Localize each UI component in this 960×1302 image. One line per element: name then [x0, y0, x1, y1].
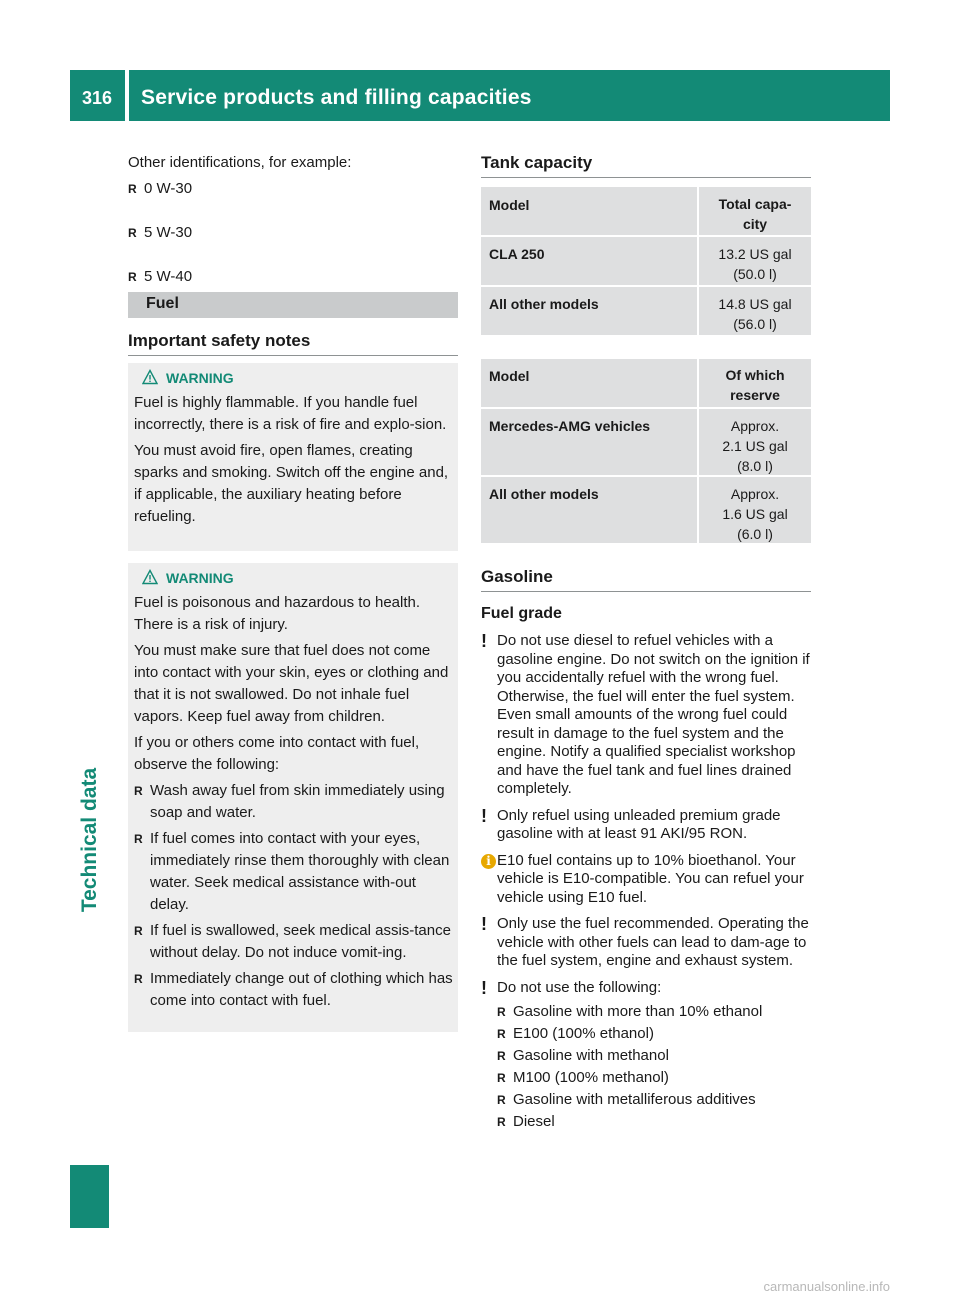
note-text: Only refuel using unleaded premium grade gasoline with at least 91 AKI/95 RON. [497, 806, 781, 842]
grade-item: R 5 W-30 [128, 222, 960, 244]
header-bar [129, 70, 890, 121]
page-number: 316 [82, 88, 113, 108]
table-row-value [699, 477, 811, 543]
header-text: Total capa- [718, 196, 792, 212]
warning-triangle-icon [142, 369, 158, 385]
cell-text: (8.0 l) [737, 458, 773, 474]
warning-bullet: R Wash away fuel from skin immediately using soap and water. [134, 780, 454, 824]
cell-text: 1.6 US gal [722, 506, 788, 522]
table-row-value [699, 287, 811, 335]
fuel-grade-title: Fuel grade [481, 605, 562, 622]
exclamation-icon: ! [481, 631, 487, 651]
table-row-model [481, 409, 697, 475]
section-title: Fuel [146, 295, 179, 312]
table-row-model [481, 237, 697, 285]
list-item: R Gasoline with more than 10% ethanol [497, 1001, 812, 1023]
info-note [481, 852, 812, 908]
header-text: reserve [730, 387, 780, 403]
cell-text: (56.0 l) [733, 316, 777, 332]
cell-text: 2.1 US gal [722, 438, 788, 454]
table-row-value [699, 409, 811, 475]
cell-text: All other models [489, 296, 599, 312]
subheading-safety: Important safety notes [128, 331, 311, 350]
table-row-model [481, 287, 697, 335]
list-item: R E100 (100% ethanol) [497, 1023, 812, 1045]
side-tab-label: Technical data [77, 767, 101, 913]
caution-note [481, 979, 812, 998]
table-header-reserve [699, 359, 811, 407]
grade-item: R 0 W-30 [128, 178, 960, 200]
caution-note [481, 915, 812, 971]
section-bar [128, 292, 458, 318]
list-item: R M100 (100% methanol) [497, 1067, 812, 1089]
exclamation-icon: ! [481, 914, 487, 934]
watermark: carmanualsonline.info [763, 1279, 890, 1294]
warning-label: WARNING [166, 570, 234, 586]
warning-paragraph: You must make sure that fuel does not come into contact with your skin, eyes or clothing and that it is not swallowed. Do not inhale fuel vapors. Keep fuel away from children. [134, 642, 449, 725]
caution-note [481, 632, 812, 799]
header-text: city [742, 216, 768, 232]
table-row-model [481, 477, 697, 543]
page-number-box [70, 70, 125, 121]
warning-paragraph: Fuel is poisonous and hazardous to health. There is a risk of injury. [134, 594, 421, 633]
note-text: E10 fuel contains up to 10% bioethanol. Your vehicle is E10-compatible. You can refuel your vehicle using E10 fuel. [497, 851, 804, 906]
warning-paragraph: Fuel is highly flammable. If you handle fuel incorrectly, there is a risk of fire and explo-sion. [134, 394, 447, 433]
cell-text: CLA 250 [489, 246, 545, 262]
warning-box [128, 563, 458, 1032]
cell-text: Approx. [730, 418, 780, 434]
header-text: Model [489, 197, 530, 213]
cell-text: Approx. [730, 486, 780, 502]
warning-label: WARNING [166, 370, 234, 386]
warning-bullet: R Immediately change out of clothing which has come into contact with fuel. [134, 968, 454, 1012]
warning-triangle-icon [142, 569, 158, 585]
cell-text: (50.0 l) [733, 266, 777, 282]
list-item: R Diesel [497, 1111, 812, 1133]
side-tab-marker [70, 1165, 109, 1228]
divider [481, 591, 811, 592]
do-not-use-list [481, 1001, 812, 1133]
cell-text: 14.8 US gal [718, 296, 792, 312]
note-text: Only use the fuel recommended. Operating the vehicle with other fuels can lead to dam-age to the fuel system, engine and exhaust system. [497, 915, 809, 969]
exclamation-icon: ! [481, 805, 487, 826]
caution-note [481, 807, 812, 844]
warning-bullet: R If fuel is swallowed, seek medical assis-tance without delay. Do not induce vomit-ing. [134, 920, 454, 964]
warning-heading [142, 369, 234, 386]
warning-bullet: R If fuel comes into contact with your eyes, immediately rinse them thoroughly with clean water. Seek medical assistance with-out delay. [134, 828, 454, 916]
cell-text: Mercedes-AMG vehicles [489, 418, 651, 434]
page-title: Service products and filling capacities [141, 86, 532, 109]
header-text: Of which [725, 367, 785, 383]
table-header-capacity [699, 187, 811, 235]
warning-paragraph: You must avoid fire, open flames, creating sparks and smoking. Switch off the engine and, if applicable, the auxiliary heating before refueling. [134, 442, 449, 525]
fuel-notes [481, 632, 812, 1133]
gasoline-title: Gasoline [481, 567, 553, 586]
cell-text: 13.2 US gal [718, 246, 792, 262]
divider [481, 177, 811, 178]
side-tab [70, 740, 109, 940]
intro-text: Other identifications, for example: [128, 154, 352, 171]
divider [128, 355, 458, 356]
note-text: Do not use the following: [497, 978, 662, 996]
tank-capacity-title: Tank capacity [481, 153, 593, 172]
table-header-model [481, 359, 697, 407]
grade-item: R 5 W-40 [128, 266, 960, 288]
warning-paragraph: If you or others come into contact with fuel, observe the following: [134, 734, 420, 773]
header-text: Model [489, 368, 530, 384]
list-item: R Gasoline with methanol [497, 1045, 812, 1067]
note-text: Do not use diesel to refuel vehicles with a gasoline engine. Do not switch on the ignition if you accidentally refuel with the wrong fuel. Otherwise, the fuel will enter the fuel system. Even small amounts of the wrong fuel could result in damage to the fuel system and the engine. Notify a qualified specialist workshop and have the fuel tank and fuel lines drained completely. [497, 632, 810, 797]
table-header-model [481, 187, 697, 235]
list-item: R Gasoline with metalliferous additives [497, 1089, 812, 1111]
info-icon: i [481, 854, 496, 869]
table-row-value [699, 237, 811, 285]
exclamation-icon: ! [481, 977, 487, 998]
warning-box [128, 363, 458, 551]
cell-text: All other models [489, 486, 599, 502]
warning-heading [142, 569, 234, 586]
cell-text: (6.0 l) [737, 526, 773, 542]
